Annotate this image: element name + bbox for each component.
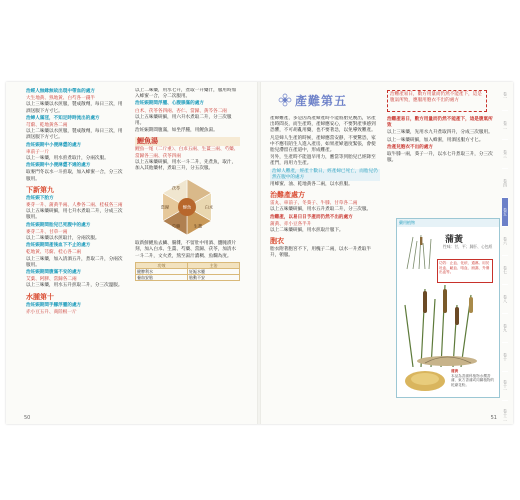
- recipe-title: 鯉魚湯: [135, 137, 240, 146]
- ingredient-label: 芍藥: [171, 223, 181, 229]
- flower-ornament-icon: [278, 93, 292, 107]
- body-text: 以上三味藥，先用水九升煮取四升，分成三次服用。: [387, 130, 493, 136]
- prescription-heading: 治妊娠期中小便淋澀不通的處方: [26, 163, 91, 169]
- ingredient-list: 艾葉、阿膠、當歸各二兩: [26, 277, 77, 283]
- prescription-heading: 治妊娠期中小便淋澀的處方: [26, 142, 82, 148]
- body-text: 以上二味藥以水煎取汁，分兩次服。: [26, 236, 100, 242]
- table-cell: 養血安胎: [136, 274, 188, 280]
- body-text: 以上二味藥，用水七升，煮取一升藥汁，服用時加入蜂蜜一合，分二次服用。: [135, 88, 237, 100]
- body-text: 以上三味藥，加入清酒五升，煮取二升，分兩次服用。: [26, 256, 123, 268]
- chapter-tab[interactable]: 卷十二: [502, 401, 508, 424]
- recipe-info-table: [135, 262, 240, 281]
- plant-caption-title: 蒲黃: [451, 369, 459, 373]
- body-text: 以上五味藥研細，用水五升煮取二升，分三次服。: [270, 207, 372, 213]
- chapter-tab[interactable]: 卷三: [502, 140, 508, 169]
- chapter-heading: [278, 90, 347, 110]
- prescription-heading: 治產兒胞衣不出的處方: [387, 144, 433, 150]
- reed-sketch-icon: [399, 231, 439, 271]
- body-text: 以上一味藥研細，加入蜂蜜，用酒送服方寸匕。: [387, 137, 484, 143]
- right-column-2: [387, 116, 497, 216]
- plant-property: 性味：甘，平；歸肝、心包經: [443, 244, 493, 249]
- table-cell: 妊娠水腫: [188, 268, 240, 274]
- chapter-tab[interactable]: 卷六: [502, 227, 508, 256]
- section-title: 胞衣: [270, 237, 284, 246]
- left-page: [6, 82, 258, 424]
- ingredient-list: 蒲黃、赤小豆各半升: [270, 221, 312, 227]
- prescription-heading: 治妊娠期間手腳浮腫的處方: [26, 302, 82, 308]
- ingredient-list: 麥芽一升、蒲黃半兩、人參各二兩、桂枝各三兩: [26, 203, 123, 209]
- table-header: 功效: [136, 262, 188, 268]
- chapter-tab[interactable]: 卷九: [502, 314, 508, 343]
- ingredient-list: 白术、茯苓各四兩、杏仁、當歸、黃芩各二兩: [135, 108, 227, 114]
- plant-caption-text: 本品為香蒲科植物水燭香蒲、東方香蒲或同屬植物的乾燥花粉。: [451, 373, 495, 387]
- body-text: 以上二味藥研細，用水煎取汁服下。: [270, 228, 344, 234]
- body-text: 凡是婦人生產的時候，產婦應當安靜，不要驚恐，家中不應有陌生人進入產房，如果產婦過度緊張，會使胎兒滯留在產道中，形成難產。: [270, 135, 376, 154]
- body-text: 另外，生產時不能過早用力，應當等到胎兒已經降至產門，再用力生產。: [270, 155, 376, 167]
- prescription-heading: 治妊娠下胎方: [26, 195, 54, 201]
- body-text: 取新鮮鯉魚去鱗、腸雜，不留肚中用酒、鹽腌漬片刻，加入白朮、生薑、芍藥、當歸、茯苓，加清水一斗二升，文火煮，熬至湯汁濃稠、魚爛為度。: [135, 241, 237, 259]
- right-page: [260, 82, 513, 424]
- chapter-tab[interactable]: 卷一: [502, 82, 508, 111]
- ingredient-hexagon-svg: [135, 175, 239, 239]
- ingredient-label: 白朮: [204, 204, 214, 210]
- prescription-heading: 治經人無緣無故出現中帶血的處方: [26, 89, 95, 94]
- chapter-tabs: [502, 82, 513, 424]
- left-column-2: [135, 88, 240, 406]
- chapter-tab[interactable]: 卷五: [502, 198, 508, 227]
- ingredient-label: 鯉魚: [182, 204, 192, 210]
- section-title: 水腫第十: [26, 292, 54, 301]
- highlight-note: 治婦人難產，經產十數日，經產婦已死亡，而胎兒仍然在腹中的處方: [270, 169, 380, 181]
- prescription-heading: 治妊娠期間胎兒已死腹中的處方: [26, 222, 91, 228]
- prescription-heading: 治難產易日，數方用量而仍然不能產下，這是腹氣所致: [387, 117, 493, 129]
- body-text: 產婦難產，多是因為產婦產時不能將胎兒娩出，常產出時間長，而生產時，產婦應安心，不要對產事感到恐懼，不可胡亂用藥，也不要著急，以免導致難產。: [270, 116, 376, 134]
- ingredient-label: 當歸: [160, 204, 170, 210]
- prescription-heading: 治難產，以易日日予產而仍然不出的處方: [270, 214, 353, 220]
- body-text: 以上二味藥以水煎服，製成散劑，每日三次，用酒送服下方寸匕。: [26, 129, 123, 141]
- left-page-number: 50: [24, 415, 31, 421]
- prescription-heading: 治妊娠期間浮腫、心腹脹滿的處方: [135, 101, 204, 107]
- right-column-1: [270, 116, 380, 406]
- chapter-tab[interactable]: 卷四: [502, 169, 508, 198]
- ingredient-list: 雷丸、車前子、冬葵子、牛膝、甘草各二兩: [270, 201, 358, 207]
- chapter-tab[interactable]: 卷十一: [502, 372, 508, 401]
- plant-name: 蒲黃: [445, 235, 464, 245]
- body-text: 取麥門冬以水一斗煎取，加入蜂蜜一合，分三次服用。: [26, 170, 123, 182]
- carp-soup-ingredients-diagram: [135, 175, 239, 239]
- chapter-title: 產難第五: [295, 93, 348, 108]
- plant-panel-header: 藥用植物: [397, 219, 499, 227]
- left-column-1: [26, 88, 126, 406]
- prescription-heading: 治妊娠期間產後血下不止的處方: [26, 243, 91, 249]
- ingredient-list: 大生地黃、熟地黃、白芍各一錢半: [26, 96, 95, 102]
- plant-note-box: 功效：止血、化瘀、通淋。用於吐血、衄血、咯血、崩漏、外傷出血等。: [437, 259, 493, 283]
- chapter-tab[interactable]: 卷七: [502, 256, 508, 285]
- body-text: 取牛膝一兩，葵子一升，以水七升煮取三升，分三次服。: [387, 152, 493, 164]
- body-text: 以上三味藥，用水五升煎取二升，分三次溫服。: [26, 283, 123, 289]
- body-text: 以上五味藥研細，用六升水煮取二升，分三次服用。: [135, 114, 232, 127]
- section-title: 治難產處方: [270, 191, 305, 200]
- body-text: 以上三味藥以水煎服，製成散劑，每日三次，用酒送服下方寸匕。: [26, 102, 123, 114]
- body-text: 用蜂蜜、油、乾地黃各二兩，以水煎服。: [270, 182, 353, 188]
- ingredient-list: 乾地黃、芎藭、桂心各二兩: [26, 250, 82, 256]
- prescription-heading: 治婦人滿淫，不知足時時流出的處方: [26, 115, 100, 121]
- book-spread: [6, 82, 513, 424]
- body-text: 以上五味藥研細，用水一斗二升，先煮魚，取汁，加入其他藥材，煮取三升，分五次服。: [135, 159, 237, 172]
- ingredient-list: 麥芽二升、甘草一兩: [26, 229, 68, 235]
- ingredient-list: 赤小豆五升、商陸根一斤: [26, 309, 77, 315]
- cattail-plant-illustration: [401, 285, 493, 367]
- table-header: 主治: [188, 262, 240, 268]
- ingredient-list: 車前子一斤: [26, 149, 49, 155]
- plant-illustration-panel: [396, 218, 500, 398]
- ingredient-list: 鯉魚一尾（二斤重）、白朮五兩、生薑三兩、芍藥、當歸各三兩、茯苓四兩: [135, 147, 239, 159]
- chapter-tab[interactable]: 卷二: [502, 111, 508, 140]
- right-page-number: 51: [490, 415, 497, 421]
- plant-caption: [451, 369, 497, 387]
- section-title: 下新第九: [26, 185, 54, 194]
- ingredient-list: 芎藭、乾地黃各二兩: [26, 123, 68, 129]
- table-cell: 健脾利水: [136, 268, 188, 274]
- table-cell: 胎動不安: [188, 274, 240, 280]
- body-text: 以上五味藥研細，用七升水煮取二升，分成三次服用。: [26, 209, 123, 221]
- prescription-heading: 治妊娠期間腹滿不安的處方: [26, 270, 82, 276]
- pollen-powder-illustration: [403, 367, 447, 393]
- table-row: [136, 274, 240, 280]
- body-text: 以上一味藥，用水煎煮取汁，分兩次服。: [26, 156, 109, 162]
- ingredient-label: 生薑: [193, 223, 203, 229]
- body-text: 治妊娠期間腹滿，如坐浮腫，用鯉魚湯。: [135, 128, 218, 134]
- chapter-tab[interactable]: 卷八: [502, 285, 508, 314]
- ingredient-label: 茯苓: [171, 185, 181, 191]
- body-text: 胎衣附著胞宮不下，用槐子二兩，以水一升煮取半升，頓服。: [270, 247, 372, 259]
- chapter-tab[interactable]: 卷十: [502, 343, 508, 372]
- highlight-box: 治難產易日，數方用量而仍然不能產下，這是腹氣所致，應服用胞衣不出的處方: [387, 90, 487, 112]
